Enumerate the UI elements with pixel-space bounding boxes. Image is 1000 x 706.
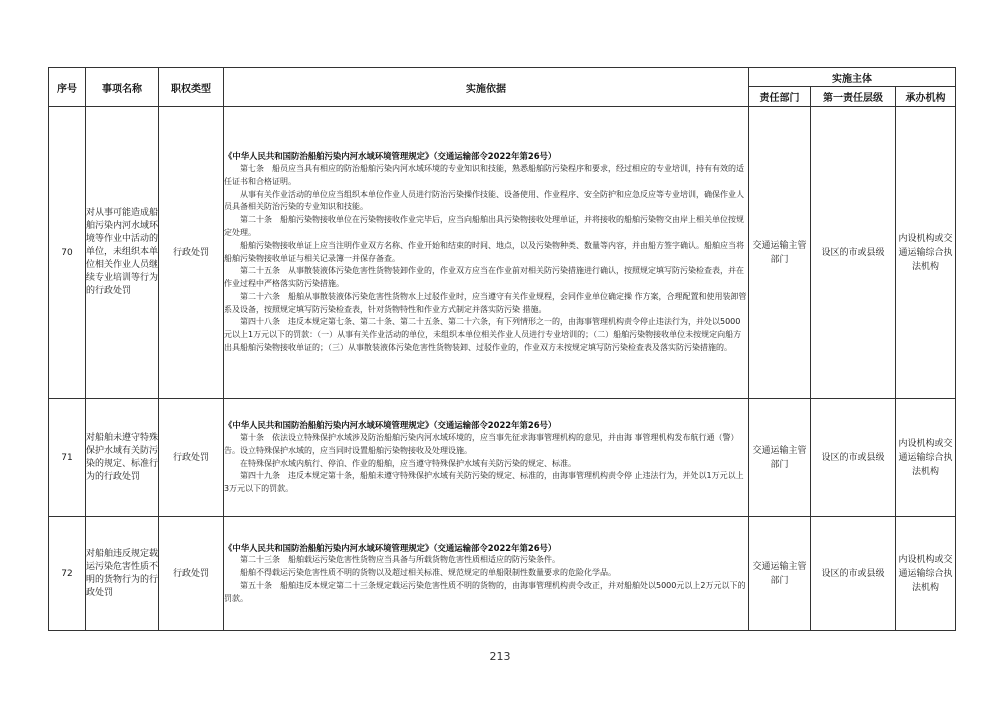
row-power-type: 行政处罚 (159, 399, 224, 517)
basis-paragraph: 船舶污染物接收单证上应当注明作业双方名称、作业开始和结束的时间、地点，以及污染物种类、数量等内容，并由船方签字确认。船舶应当将船舶污染物接收单证与相关记录簿一并保存备查。 (224, 240, 744, 263)
header-seq: 序号 (49, 68, 86, 107)
row-level: 设区的市或县级 (811, 107, 896, 399)
row-basis (224, 399, 749, 517)
basis-paragraph: 第二十六条 船舶从事散装液体污染危害性货物水上过驳作业时，应当遵守有关作业规程，会同作业单位确定操 作方案，合理配置和使用装卸管系及设备，按照规定填写防污染检查表，针对货物特性和作业方式制定并落实防污染 措施。 (224, 291, 747, 314)
basis-paragraph: 第二十条 船舶污染物接收单位在污染物接收作业完毕后，应当向船舶出具污染物接收处理单证，并将接收的船舶污染物交由岸上相关单位按规定处理。 (224, 215, 744, 237)
row-seq: 72 (49, 517, 86, 631)
basis-paragraph: 第四十八条 违反本规定第七条、第二十条、第二十五条、第二十六条，有下列情形之一的，由海事管理机构责令停止违法行为，并处以5000元以上1万元以下的罚款：（一）从事有关作业活动的单位，未组织本单位相关作业人员进行专业培训的；（二）船舶污染物接收单位未按规定向船方出具船舶污染物接收单证的；（三）从事散装液体污染危害性货物装卸、过驳作业的，作业双方未按规定填写防污染检查表及落实防污染措施的。 (224, 317, 742, 353)
header-power-type: 职权类型 (159, 68, 224, 107)
header-basis: 实施依据 (224, 68, 749, 107)
row-agency: 内设机构或交通运输综合执法机构 (896, 399, 956, 517)
header-subject: 实施主体 (749, 68, 956, 87)
basis-paragraph: 第五十条 船舶违反本规定第二十三条规定载运污染危害性质不明的货物的，由海事管理机构责令改正，并对船舶处以5000元以上2万元以下的罚款。 (224, 580, 746, 603)
row-power-type: 行政处罚 (159, 107, 224, 399)
basis-law-title: 《中华人民共和国防治船舶污染内河水域环境管理规定》（交通运输部令2022年第26号） (224, 542, 557, 553)
row-dept: 交通运输主管部门 (749, 107, 811, 399)
basis-paragraph: 从事有关作业活动的单位应当组织本单位作业人员进行防治污染操作技能、设备使用、作业程序、安全防护和应急反应等专业培训，确保作业人员具备相关防治污染的专业知识和技能。 (224, 189, 744, 212)
row-power-type: 行政处罚 (159, 517, 224, 631)
row-item-name: 对从事可能造成船舶污染内河水域环境等作业中活动的单位，未组织本单位相关作业人员继续专业培训等行为的行政处罚 (86, 107, 159, 399)
row-level: 设区的市或县级 (811, 517, 896, 631)
row-item-name: 对船舶未遵守特殊保护水域有关防污染的规定、标准行为的行政处罚 (86, 399, 159, 517)
table-row (49, 517, 956, 631)
row-dept: 交通运输主管部门 (749, 517, 811, 631)
row-agency: 内设机构或交通运输综合执法机构 (896, 517, 956, 631)
basis-paragraph: 第二十五条 从事散装液体污染危害性货物装卸作业的，作业双方应当在作业前对相关防污染措施进行确认，按照规定填写防污染检查表，并在作业过程中严格落实防污染措施。 (224, 266, 744, 289)
basis-paragraph: 在特殊保护水域内航行、停泊、作业的船舶，应当遵守特殊保护水域有关防污染的规定、标准。 (240, 458, 576, 468)
basis-paragraph: 第二十三条 船舶载运污染危害性货物应当具备与所载货物危害性质相适应的防污染条件。 (240, 555, 560, 565)
row-basis (224, 107, 749, 399)
row-agency: 内设机构或交通运输综合执法机构 (896, 107, 956, 399)
row-seq: 70 (49, 107, 86, 399)
basis-law-title: 《中华人民共和国防治船舶污染内河水域环境管理规定》（交通运输部令2022年第26号） (224, 420, 557, 431)
page-number: 213 (489, 650, 511, 663)
header-agency: 承办机构 (896, 87, 956, 107)
header-item-name: 事项名称 (86, 68, 159, 107)
row-basis (224, 517, 749, 631)
row-dept: 交通运输主管部门 (749, 399, 811, 517)
header-level: 第一责任层级 (811, 87, 896, 107)
row-item-name: 对船舶违反规定载运污染危害性质不明的货物行为的行政处罚 (86, 517, 159, 631)
table-row (49, 399, 956, 517)
header-dept: 责任部门 (749, 87, 811, 107)
regulation-table (48, 67, 956, 631)
row-seq: 71 (49, 399, 86, 517)
basis-law-title: 《中华人民共和国防治船舶污染内河水域环境管理规定》（交通运输部令2022年第26号） (224, 151, 557, 162)
basis-paragraph: 船舶不得载运污染危害性质不明的货物以及超过相关标准、规范规定的单船限制性数量要求的危险化学品。 (240, 568, 616, 578)
basis-paragraph: 第七条 船员应当具有相应的防治船舶污染内河水域环境的专业知识和技能，熟悉船舶防污染程序和要求，经过相应的专业培训，持有有效的适任证书和合格证明。 (224, 163, 744, 186)
basis-paragraph: 第十条 依法设立特殊保护水域涉及防治船舶污染内河水域环境的，应当事先征求海事管理机构的意见，并由海 事管理机构发布航行通（警）告。设立特殊保护水域的，应当同时设置船舶污染物接收及处理设施。 (224, 432, 739, 455)
row-level: 设区的市或县级 (811, 399, 896, 517)
basis-paragraph: 第四十九条 违反本规定第十条，船舶未遵守特殊保护水域有关防污染的规定、标准的，由海事管理机构责令停 止违法行为，并处以1万元以上3万元以下的罚款。 (224, 471, 744, 494)
table-row (49, 107, 956, 399)
